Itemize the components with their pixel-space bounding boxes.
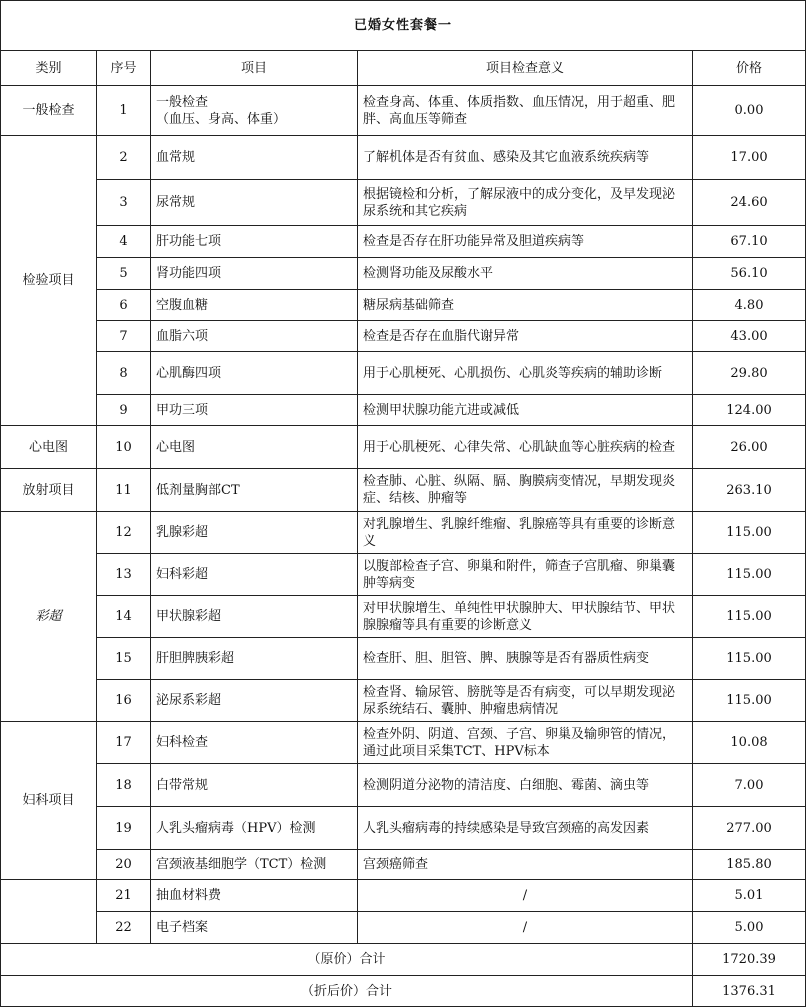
category-general: 一般检查 [1, 86, 97, 136]
table-row [1, 395, 806, 426]
table-row [1, 880, 806, 912]
row-number: 20 [97, 850, 151, 880]
row-item: 甲状腺彩超 [151, 596, 358, 638]
table-row [1, 226, 806, 258]
table-row [1, 764, 806, 807]
header-item: 项目 [151, 51, 358, 86]
table-row [1, 258, 806, 290]
row-number: 3 [97, 180, 151, 226]
row-meaning: 对乳腺增生、乳腺纤维瘤、乳腺癌等具有重要的诊断意义 [358, 512, 693, 554]
row-number: 15 [97, 638, 151, 680]
table-row [1, 469, 806, 512]
table-row [1, 554, 806, 596]
row-number: 12 [97, 512, 151, 554]
total-original-row [1, 944, 806, 976]
table-row [1, 290, 806, 321]
table-row [1, 807, 806, 850]
row-number: 14 [97, 596, 151, 638]
table-row [1, 86, 806, 136]
row-item: 一般检查 （血压、身高、体重） [151, 86, 358, 136]
header-price: 价格 [693, 51, 806, 86]
category-blank [1, 880, 97, 944]
row-meaning: 检查身高、体重、体质指数、血压情况，用于超重、肥胖、高血压等筛查 [358, 86, 693, 136]
table-row [1, 850, 806, 880]
row-item: 白带常规 [151, 764, 358, 807]
row-meaning: 检查肝、胆、胆管、脾、胰腺等是否有器质性病变 [358, 638, 693, 680]
row-item: 抽血材料费 [151, 880, 358, 912]
table-row [1, 722, 806, 764]
row-item: 泌尿系彩超 [151, 680, 358, 722]
row-number: 10 [97, 426, 151, 469]
row-meaning: 检查是否存在肝功能异常及胆道疾病等 [358, 226, 693, 258]
row-price: 115.00 [693, 512, 806, 554]
row-number: 2 [97, 136, 151, 180]
row-meaning: 检测甲状腺功能亢进或减低 [358, 395, 693, 426]
row-number: 19 [97, 807, 151, 850]
row-meaning: / [358, 880, 693, 912]
row-item: 妇科彩超 [151, 554, 358, 596]
row-price: 4.80 [693, 290, 806, 321]
total-discount-label: （折后价）合计 [1, 976, 693, 1007]
row-number: 9 [97, 395, 151, 426]
row-item: 空腹血糖 [151, 290, 358, 321]
category-ecg: 心电图 [1, 426, 97, 469]
row-item: 乳腺彩超 [151, 512, 358, 554]
row-price: 7.00 [693, 764, 806, 807]
row-item: 宫颈液基细胞学（TCT）检测 [151, 850, 358, 880]
table-row [1, 680, 806, 722]
row-price: 277.00 [693, 807, 806, 850]
category-ultrasound: 彩超 [1, 512, 97, 722]
total-original-label: （原价）合计 [1, 944, 693, 976]
row-meaning: 检查外阴、阴道、宫颈、子宫、卵巢及输卵管的情况，通过此项目采集TCT、HPV标本 [358, 722, 693, 764]
header-meaning: 项目检查意义 [358, 51, 693, 86]
row-number: 22 [97, 912, 151, 944]
row-meaning: 用于心肌梗死、心律失常、心肌缺血等心脏疾病的检查 [358, 426, 693, 469]
row-meaning: / [358, 912, 693, 944]
row-meaning: 糖尿病基础筛查 [358, 290, 693, 321]
row-item: 尿常规 [151, 180, 358, 226]
total-original-value: 1720.39 [693, 944, 806, 976]
row-price: 115.00 [693, 638, 806, 680]
table-row [1, 352, 806, 395]
row-price: 5.00 [693, 912, 806, 944]
row-price: 115.00 [693, 554, 806, 596]
table-row [1, 180, 806, 226]
table-row [1, 426, 806, 469]
table-row [1, 912, 806, 944]
row-meaning: 检查肺、心脏、纵隔、膈、胸膜病变情况，早期发现炎症、结核、肿瘤等 [358, 469, 693, 512]
row-price: 263.10 [693, 469, 806, 512]
row-price: 43.00 [693, 321, 806, 352]
row-number: 18 [97, 764, 151, 807]
row-price: 29.80 [693, 352, 806, 395]
row-price: 115.00 [693, 680, 806, 722]
header-row [1, 51, 806, 86]
row-meaning: 根据镜检和分析，了解尿液中的成分变化，及早发现泌尿系统和其它疾病 [358, 180, 693, 226]
title-row [1, 1, 806, 51]
row-price: 10.08 [693, 722, 806, 764]
row-item: 妇科检查 [151, 722, 358, 764]
table-row [1, 638, 806, 680]
row-price: 124.00 [693, 395, 806, 426]
row-number: 21 [97, 880, 151, 912]
row-number: 13 [97, 554, 151, 596]
row-item: 血常规 [151, 136, 358, 180]
table-row [1, 321, 806, 352]
row-number: 7 [97, 321, 151, 352]
row-price: 26.00 [693, 426, 806, 469]
row-meaning: 人乳头瘤病毒的持续感染是导致宫颈癌的高发因素 [358, 807, 693, 850]
row-meaning: 宫颈癌筛查 [358, 850, 693, 880]
row-meaning: 检测阴道分泌物的清洁度、白细胞、霉菌、滴虫等 [358, 764, 693, 807]
category-lab: 检验项目 [1, 136, 97, 426]
row-meaning: 对甲状腺增生、单纯性甲状腺肿大、甲状腺结节、甲状腺腺瘤等具有重要的诊断意义 [358, 596, 693, 638]
row-price: 24.60 [693, 180, 806, 226]
row-meaning: 以腹部检查子宫、卵巢和附件，筛查子宫肌瘤、卵巢囊肿等病变 [358, 554, 693, 596]
row-number: 16 [97, 680, 151, 722]
row-item: 心电图 [151, 426, 358, 469]
row-number: 1 [97, 86, 151, 136]
row-item: 心肌酶四项 [151, 352, 358, 395]
row-price: 67.10 [693, 226, 806, 258]
row-number: 6 [97, 290, 151, 321]
row-price: 56.10 [693, 258, 806, 290]
row-item: 肾功能四项 [151, 258, 358, 290]
row-item: 血脂六项 [151, 321, 358, 352]
row-number: 8 [97, 352, 151, 395]
row-price: 185.80 [693, 850, 806, 880]
row-price: 5.01 [693, 880, 806, 912]
row-meaning: 检测肾功能及尿酸水平 [358, 258, 693, 290]
row-item: 人乳头瘤病毒（HPV）检测 [151, 807, 358, 850]
row-item: 低剂量胸部CT [151, 469, 358, 512]
row-meaning: 检查肾、输尿管、膀胱等是否有病变，可以早期发现泌尿系统结石、囊肿、肿瘤患病情况 [358, 680, 693, 722]
category-radiology: 放射项目 [1, 469, 97, 512]
row-item: 甲功三项 [151, 395, 358, 426]
row-price: 0.00 [693, 86, 806, 136]
total-discount-row [1, 976, 806, 1007]
row-price: 17.00 [693, 136, 806, 180]
row-meaning: 检查是否存在血脂代谢异常 [358, 321, 693, 352]
row-meaning: 用于心肌梗死、心肌损伤、心肌炎等疾病的辅助诊断 [358, 352, 693, 395]
row-number: 17 [97, 722, 151, 764]
row-item: 肝功能七项 [151, 226, 358, 258]
row-item: 肝胆脾胰彩超 [151, 638, 358, 680]
header-number: 序号 [97, 51, 151, 86]
category-gyn: 妇科项目 [1, 722, 97, 880]
table-row [1, 512, 806, 554]
table-row [1, 136, 806, 180]
row-meaning: 了解机体是否有贫血、感染及其它血液系统疾病等 [358, 136, 693, 180]
table-title: 已婚女性套餐一 [1, 1, 806, 51]
header-category: 类别 [1, 51, 97, 86]
row-number: 5 [97, 258, 151, 290]
row-number: 11 [97, 469, 151, 512]
row-item: 电子档案 [151, 912, 358, 944]
table-row [1, 596, 806, 638]
row-number: 4 [97, 226, 151, 258]
row-price: 115.00 [693, 596, 806, 638]
total-discount-value: 1376.31 [693, 976, 806, 1007]
